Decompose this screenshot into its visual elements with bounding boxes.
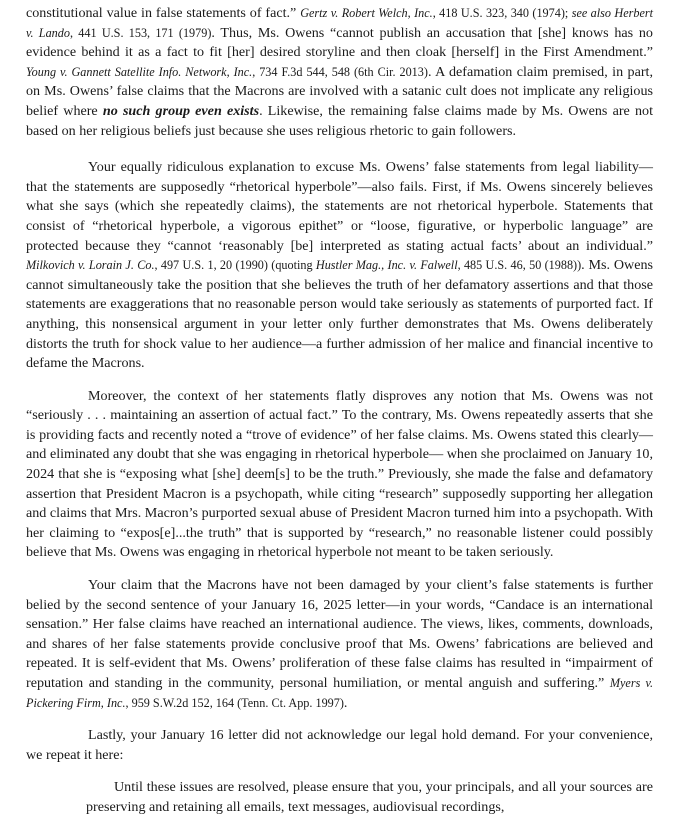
case-citation-name: Myers v. Pickering Firm, Inc. (26, 676, 653, 710)
case-citation-name: Young v. Gannett Satellite Info. Network, Inc. (26, 64, 253, 79)
paragraph-text: Until these issues are resolved, please ensure that you, your principals, and all your sources are preserving and retaining all emails, text messages, audiovisual recordings, (86, 779, 653, 815)
paragraph-text: . Thus, Ms. Owens “cannot publish an accusation that [she] knows has no evidence behind it as a fact to fit [her] desired storyline and then cloak [herself] in the First Amendment.” (26, 24, 653, 61)
quoted-legal-hold-demand (86, 778, 653, 817)
case-citation-reporter: , 441 U.S. 153, 171 (1979) (69, 25, 212, 40)
paragraph-text: . A defamation claim premised, in part, on Ms. Owens’ false claims that the Macrons are involved with a satanic cult does not implicate any religious belief where (26, 63, 653, 119)
paragraph-damages (26, 576, 653, 713)
case-citation-reporter: , 485 U.S. 46, 50 (1988)) (457, 258, 582, 273)
paragraph-text: Lastly, your January 16 letter did not acknowledge our legal hold demand. For your convenience, we repeat it here: (26, 727, 653, 763)
paragraph-text: Your claim that the Macrons have not been damaged by your client’s false statements is further belied by the second sentence of your January 16, 2025 letter—in your words, “Candace is an international sensation.” Her false claims have reached an international audience. The views, likes, comments, downloads, and shares of her false statements provide conclusive proof that Ms. Owens’ fabrications are believed and repeated. It is self-evident that Ms. Owens’ proliferation of these false claims has resulted in “impairment of reputation and standing in the community, personal humiliation, or mental anguish and suffering.” (26, 577, 653, 691)
paragraph-text: . Ms. Owens cannot simultaneously take the position that she believes the truth of her defamatory assertions and that those statements are exaggerations that no reasonable person would take seriously as statements of purported fact. If anything, this nonsensical argument in your letter only further demonstrates that Ms. Owens deliberately distorts the truth for shock value to her audience—a further admission of her malice and financial incentive to defame the Macrons. (26, 257, 653, 372)
case-citation-reporter: , 497 U.S. 1, 20 (1990) (quoting (154, 258, 316, 273)
paragraph-rhetorical-hyperbole (26, 158, 653, 374)
case-citation-name: Milkovich v. Lorain J. Co. (26, 258, 155, 273)
emphasized-text: no such group even exists (102, 102, 260, 119)
paragraph-context (26, 387, 653, 563)
paragraph-text: Your equally ridiculous explanation to excuse Ms. Owens’ false statements from legal liability—that the statements are supposedly “rhetorical hyperbole”—also fails. First, if Ms. Owens sincerely believes what she says (which she repeatedly claims), the statements are not rhetorical hyperbole. Statements that consist of “rhetorical hyperbole, a vigorous epithet” or “loose, figurative, or hyperbolic language” are protected because they “cannot ‘reasonably [be] interpreted as stating actual facts’ about an individual.” (26, 159, 653, 254)
paragraph-text: constitutional value in false statements of fact.” (26, 5, 301, 21)
case-citation-name: Gertz v. Robert Welch, Inc. (300, 6, 433, 20)
paragraph-text: . (343, 694, 348, 711)
paragraph-first-amendment (26, 4, 653, 141)
case-citation-name: see also Herbert v. Lando (26, 6, 654, 40)
paragraph-text: . Likewise, the remaining false claims made by Ms. Owens are not based on her religious beliefs just because she uses religious rhetoric to gain followers. (26, 102, 653, 139)
case-citation-name: Hustler Mag., Inc. v. Falwell (315, 258, 458, 273)
case-citation-reporter: , 734 F.3d 544, 548 (6th Cir. 2013) (252, 64, 428, 79)
paragraph-legal-hold (26, 726, 653, 765)
paragraph-text: Moreover, the context of her statements flatly disproves any notion that Ms. Owens was not “seriously . . . maintaining an assertion of actual fact.” To the contrary, Ms. Owens repeatedly asserts that she is providing facts and recently noted a “trove of evidence” of her false claims. Ms. Owens stated this clearly—and eliminated any doubt that she was engaging in rhetorical hyperbole— when she proclaimed on January 10, 2024 that she is “exposing what [she] deem[s] to be the truth.” Previously, she made the false and defamatory assertion that President Macron is a psychopath, while citing “research” supposedly supporting her allegation and claims that Mrs. Macron’s purported sexual abuse of President Macron turned him into a psychopath. With her claiming to “expos[e]...the truth” that is supported by “research,” no reasonable listener could possibly believe that Ms. Owens was engaging in rhetorical hyperbole not meant to be taken seriously. (26, 387, 653, 561)
case-citation-reporter: , 959 S.W.2d 152, 164 (Tenn. Ct. App. 1997) (125, 695, 344, 710)
case-citation-reporter: , 418 U.S. 323, 340 (1974); (432, 6, 572, 20)
